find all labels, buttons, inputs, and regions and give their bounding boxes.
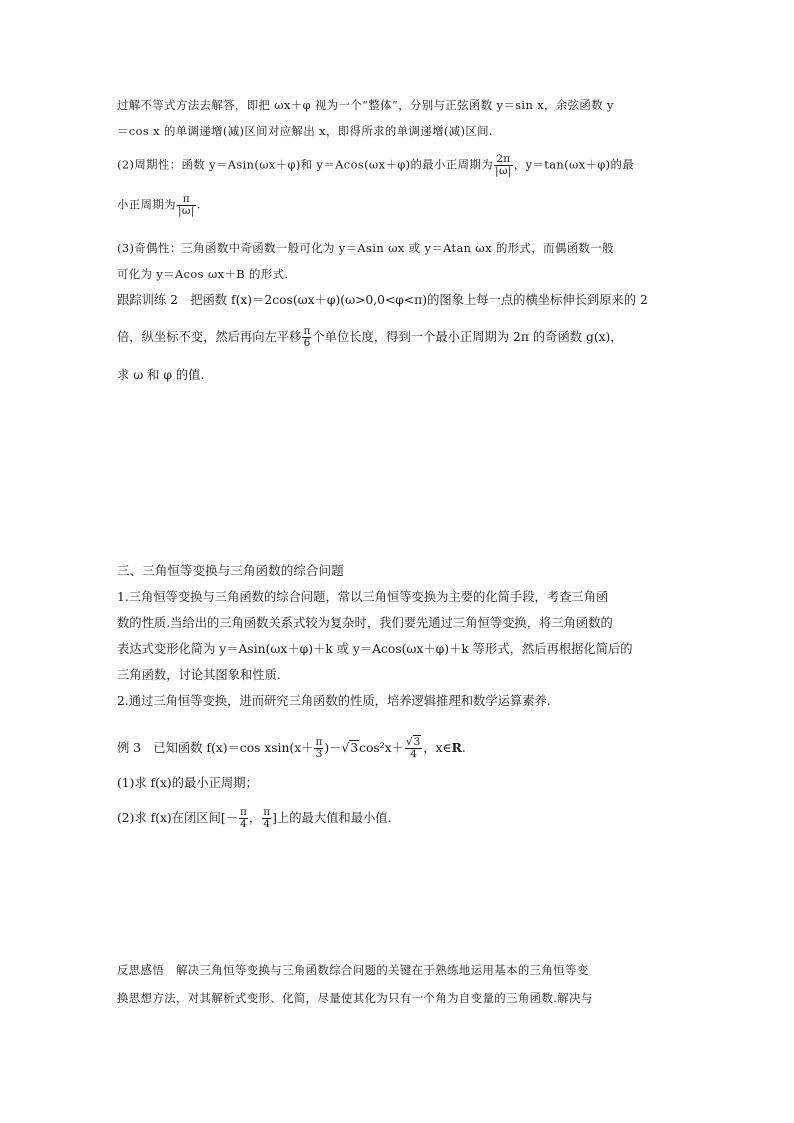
fraction-numerator: π — [303, 325, 311, 337]
text-segment: (2)求 f(x)在闭区间[－ — [117, 811, 238, 825]
question-2 — [117, 807, 392, 830]
text-segment: . — [461, 741, 466, 755]
text-segment: )－ — [324, 741, 342, 755]
text-line: 表达式变形化简为 y＝Asin(ωx＋φ)＋k 或 y＝Acos(ωx＋φ)＋k 等形式，然后再根据化简后的 — [117, 642, 633, 656]
text-line: 1.三角恒等变换与三角函数的综合问题，常以三角恒等变换为主要的化简手段，考查三角函 — [117, 590, 609, 604]
text-line: 数的性质.当给出的三角函数关系式较为复杂时，我们要先通过三角恒等变换，将三角函数的 — [117, 616, 613, 630]
text-line: ＝cos x 的单调递增(减)区间对应解出 x，即得所求的单调递增(减)区间. — [117, 124, 493, 138]
fraction-pi-over-six — [302, 326, 311, 349]
text-segment: ，x∈ — [423, 741, 452, 755]
real-numbers-set: R — [451, 740, 462, 755]
fraction-pi-over-four — [262, 807, 271, 830]
fraction-numerator: π — [240, 806, 247, 818]
text-line — [117, 326, 623, 349]
text-line: 跟踪训练 2 把函数 f(x)＝2cos(ωx＋φ)(ω>0,0<φ<π)的图象上每一点的横坐标伸长到原来的 2 — [117, 293, 648, 307]
text-line — [117, 154, 634, 177]
text-segment: . — [196, 197, 201, 212]
reflection-line: 换思想方法，对其解析式变形、化简，尽量使其化为只有一个角为自变量的三角函数.解决与 — [117, 991, 593, 1005]
text-segment: ，y＝tan(ωx＋φ)的最 — [513, 157, 635, 172]
fraction-denominator: |ω| — [177, 205, 195, 217]
text-line: 2.通过三角恒等变换，进而研究三角函数的性质，培养逻辑推理和数学运算素养. — [117, 694, 551, 708]
fraction-pi-over-omega — [177, 194, 196, 217]
square-root: √3 — [405, 736, 421, 748]
text-segment: cos²x＋ — [359, 741, 404, 755]
text-line: 求 ω 和 φ 的值. — [117, 368, 205, 382]
text-line: 三角函数，讨论其图象和性质. — [117, 668, 281, 682]
fraction-pi-over-four — [239, 807, 248, 830]
text-segment: ]上的最大值和最小值. — [272, 811, 392, 825]
fraction-numerator: 2π — [496, 153, 511, 165]
fraction-two-pi-over-omega — [494, 154, 513, 177]
text-line: (3)奇偶性：三角函数中奇函数一般可化为 y＝Asin ωx 或 y＝Atan ωx 的形式，而偶函数一般 — [117, 241, 614, 255]
text-segment: 小正周期为 — [117, 197, 176, 212]
square-root: √3 — [341, 741, 359, 755]
question-1: (1)求 f(x)的最小正周期； — [117, 776, 258, 790]
fraction-denominator: 6 — [303, 337, 311, 349]
reflection-line: 反思感悟 解决三角恒等变换与三角函数综合问题的关键在于熟练地运用基本的三角恒等变 — [117, 963, 589, 977]
fraction-pi-over-three — [314, 737, 323, 760]
section-heading: 三、三角恒等变换与三角函数的综合问题 — [117, 563, 344, 578]
text-segment: 个单位长度，得到一个最小正周期为 2π 的奇函数 g(x)， — [312, 330, 623, 344]
fraction-numerator: π — [263, 806, 271, 818]
text-segment: 例 3 已知函数 f(x)＝cos xsin(x＋ — [117, 741, 314, 755]
fraction-denominator: |ω| — [495, 165, 512, 177]
text-segment: (2)周期性：函数 y＝Asin(ωx＋φ)和 y＝Acos(ωx＋φ)的最小正周期为 — [117, 157, 493, 172]
text-segment: 倍，纵坐标不变，然后再向左平移 — [117, 330, 302, 344]
example-3-statement — [117, 737, 466, 760]
text-line: 可化为 y＝Acos ωx＋B 的形式. — [117, 267, 289, 281]
text-segment: ， — [248, 811, 262, 825]
fraction-numerator — [405, 737, 422, 748]
text-line — [117, 194, 201, 217]
radicand: 3 — [350, 741, 359, 755]
fraction-denominator: 4 — [405, 748, 422, 760]
fraction-denominator: 3 — [315, 748, 323, 760]
fraction-sqrt3-over-four — [405, 737, 422, 760]
fraction-denominator: 4 — [240, 818, 247, 830]
text-line: 过解不等式方法去解答，即把 ωx＋φ 视为一个“整体”，分别与正弦函数 y＝sin x，余弦函数 y — [117, 98, 614, 112]
fraction-numerator: π — [315, 736, 323, 748]
radicand: 3 — [413, 736, 421, 748]
fraction-denominator: 4 — [263, 818, 271, 830]
fraction-numerator: π — [182, 193, 191, 205]
